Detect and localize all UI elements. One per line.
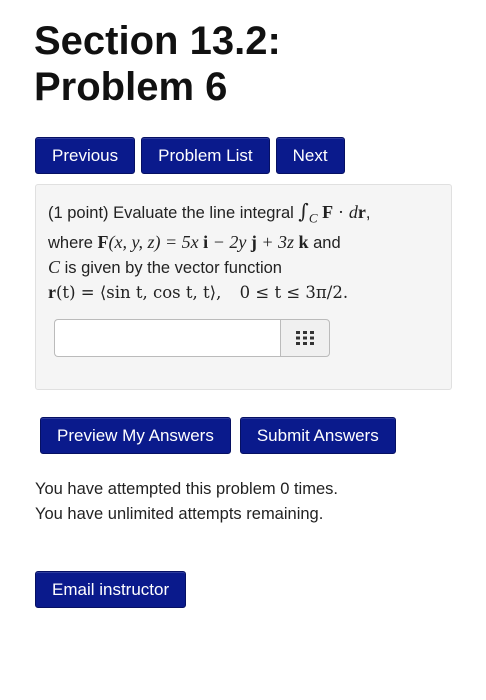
page-title-section: Section 13.2:: [34, 19, 281, 63]
field-args: (x, y, z) = 5x: [108, 232, 204, 253]
unit-j: j: [250, 232, 257, 253]
remaining-message: You have unlimited attempts remaining.: [35, 505, 324, 523]
field-F: F: [97, 232, 109, 253]
previous-button[interactable]: Previous: [35, 137, 135, 174]
vector-F: F: [322, 202, 334, 222]
comma: ,: [365, 204, 371, 222]
param-r: r: [48, 282, 56, 303]
answer-actions: [40, 417, 396, 454]
email-instructor-button[interactable]: Email instructor: [35, 571, 186, 608]
preview-answers-button[interactable]: Preview My Answers: [40, 417, 231, 454]
param-range: 0 ≤ t ≤ 3π/2.: [239, 283, 349, 303]
where-text: where: [48, 234, 93, 253]
page-title-problem: Problem 6: [34, 65, 228, 109]
attempt-messages: [35, 477, 338, 527]
curve-C: C: [48, 257, 61, 278]
next-button[interactable]: Next: [276, 137, 345, 174]
unit-k: k: [298, 232, 309, 253]
email-section: [35, 571, 186, 608]
answer-input[interactable]: [54, 319, 280, 357]
keypad-grid-icon[interactable]: [280, 319, 330, 357]
param-equation: (t) = ⟨sin t, cos t, t⟩,: [56, 283, 222, 303]
problem-panel: [35, 184, 452, 390]
submit-answers-button[interactable]: Submit Answers: [240, 417, 396, 454]
problem-list-button[interactable]: Problem List: [141, 137, 269, 174]
field-minus-term: − 2y: [208, 232, 251, 253]
keypad-grid-glyph: [296, 331, 314, 345]
problem-statement: [48, 199, 439, 305]
d-symbol: d: [348, 202, 358, 222]
problem-points-text: (1 point) Evaluate the line integral: [48, 204, 294, 222]
page-title: [34, 18, 281, 110]
and-text: and: [313, 234, 341, 253]
answer-group: [54, 319, 330, 357]
integral-symbol: ∫: [298, 199, 309, 223]
field-plus-term: + 3z: [256, 232, 299, 253]
attempted-message: You have attempted this problem 0 times.: [35, 480, 338, 498]
vector-r: r: [357, 202, 366, 222]
given-text: is given by the vector function: [64, 259, 282, 278]
problem-nav: [35, 137, 345, 174]
integral-subscript: C: [308, 210, 318, 226]
unit-i: i: [203, 232, 209, 253]
dot-operator: ·: [333, 203, 349, 222]
